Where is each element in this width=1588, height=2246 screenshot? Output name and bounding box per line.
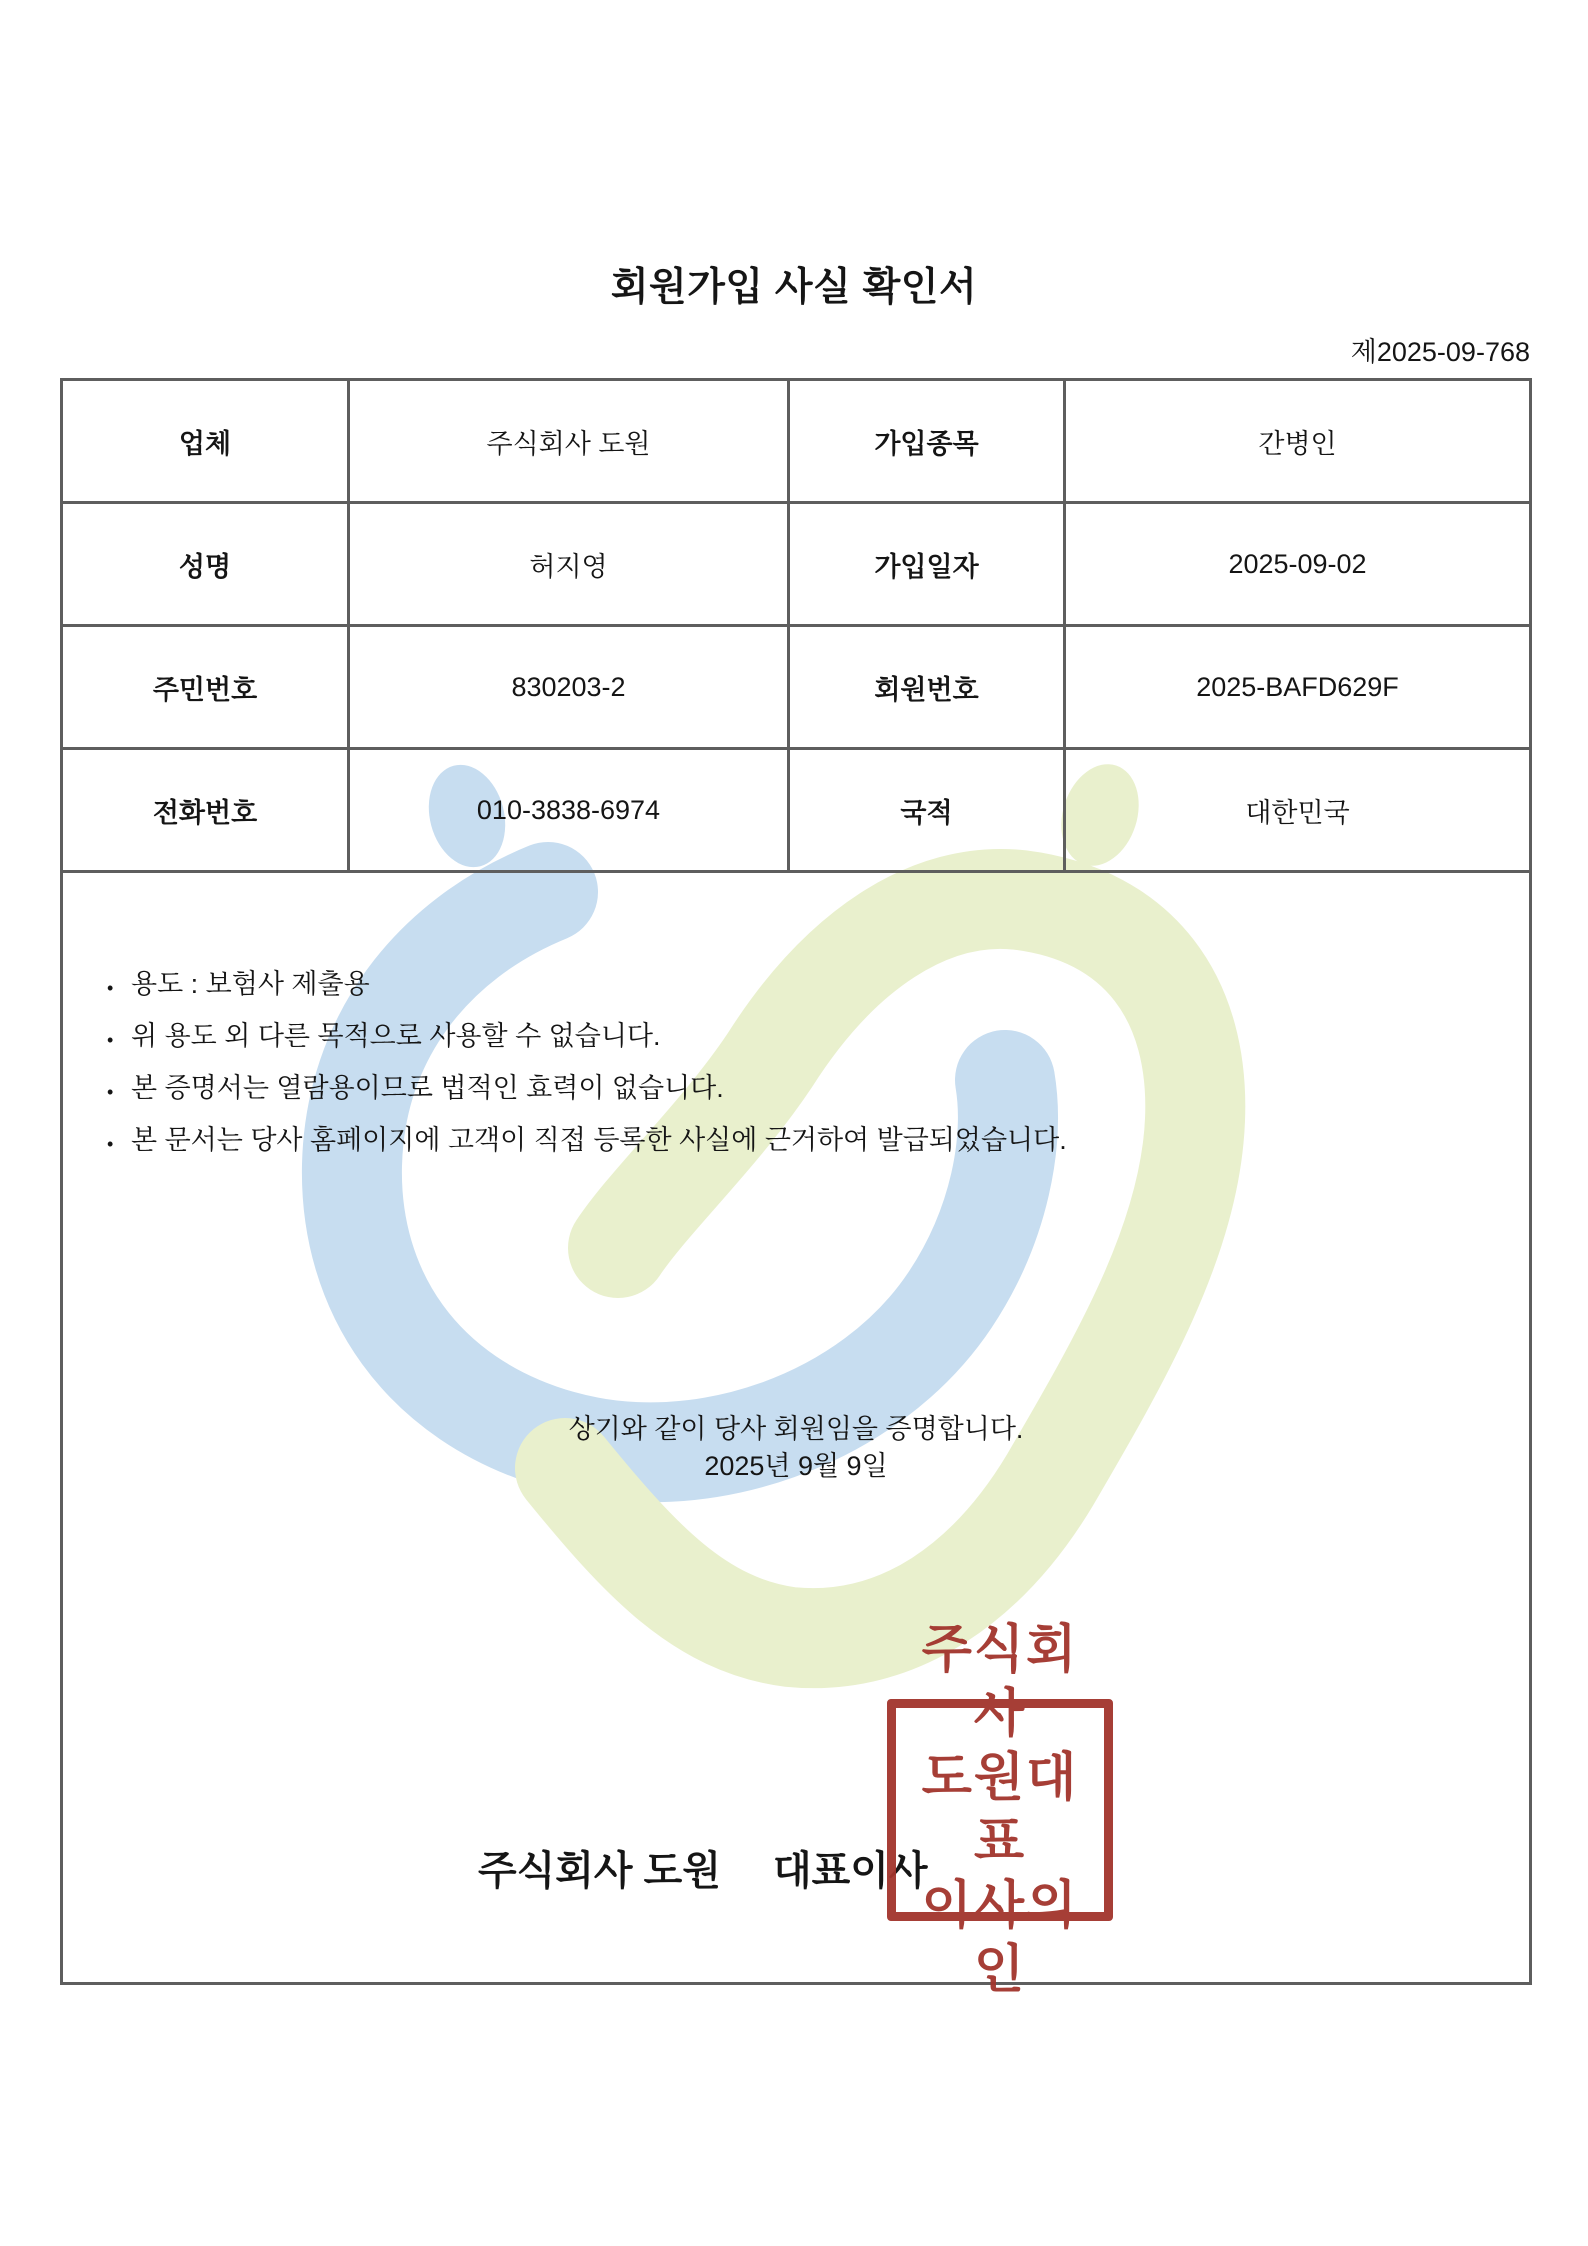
corporate-seal	[887, 1621, 1113, 1999]
page-title: 회원가입 사실 확인서	[610, 266, 978, 309]
seal-row: 주식회사	[921, 1621, 1079, 1743]
note-item-no-legal-force: • 본 증명서는 열람용이므로 법적인 효력이 없습니다.	[103, 1073, 1443, 1103]
field-label-member-number: 회원번호	[790, 627, 1066, 750]
field-label-member-type: 가입종목	[790, 381, 1066, 504]
field-label-resident-id: 주민번호	[63, 627, 350, 750]
note-item-purpose: • 용도 : 보험사 제출용	[103, 969, 1443, 999]
field-value-member-type: 간병인	[1066, 381, 1529, 504]
signature-company-name: 주식회사 도원	[478, 1849, 721, 1893]
field-value-resident-id: 830203-2	[350, 627, 790, 750]
seal-row: 도원대표	[921, 1749, 1079, 1871]
field-label-company: 업체	[63, 381, 350, 504]
signature-role: 대표이사	[772, 1849, 928, 1893]
note-item-basis: • 본 문서는 당사 홈페이지에 고객이 직접 등록한 사실에 근거하여 발급되었습니다.	[103, 1125, 1443, 1155]
signature-line	[478, 1839, 928, 1896]
member-info-table	[63, 381, 1529, 873]
field-value-company: 주식회사 도원	[350, 381, 790, 504]
field-label-nationality: 국적	[790, 750, 1066, 873]
field-value-nationality: 대한민국	[1066, 750, 1529, 873]
seal-row: 이사의인	[921, 1877, 1079, 1999]
field-value-phone: 010-3838-6974	[350, 750, 790, 873]
notes-list	[103, 969, 1443, 1177]
field-label-phone: 전화번호	[63, 750, 350, 873]
field-label-name: 성명	[63, 504, 350, 627]
field-value-join-date: 2025-09-02	[1066, 504, 1529, 627]
certification-statement	[63, 1411, 1529, 1485]
field-label-join-date: 가입일자	[790, 504, 1066, 627]
note-item-usage-limit: • 위 용도 외 다른 목적으로 사용할 수 없습니다.	[103, 1021, 1443, 1051]
statement-line: 상기와 같이 당사 회원임을 증명합니다.	[568, 1414, 1024, 1444]
issue-date: 2025년 9월 9일	[704, 1451, 888, 1481]
document-number: 제2025-09-768	[1350, 337, 1530, 367]
certificate-body-frame	[60, 378, 1532, 1999]
field-value-name: 허지영	[350, 504, 790, 627]
field-value-member-number: 2025-BAFD629F	[1066, 627, 1529, 750]
